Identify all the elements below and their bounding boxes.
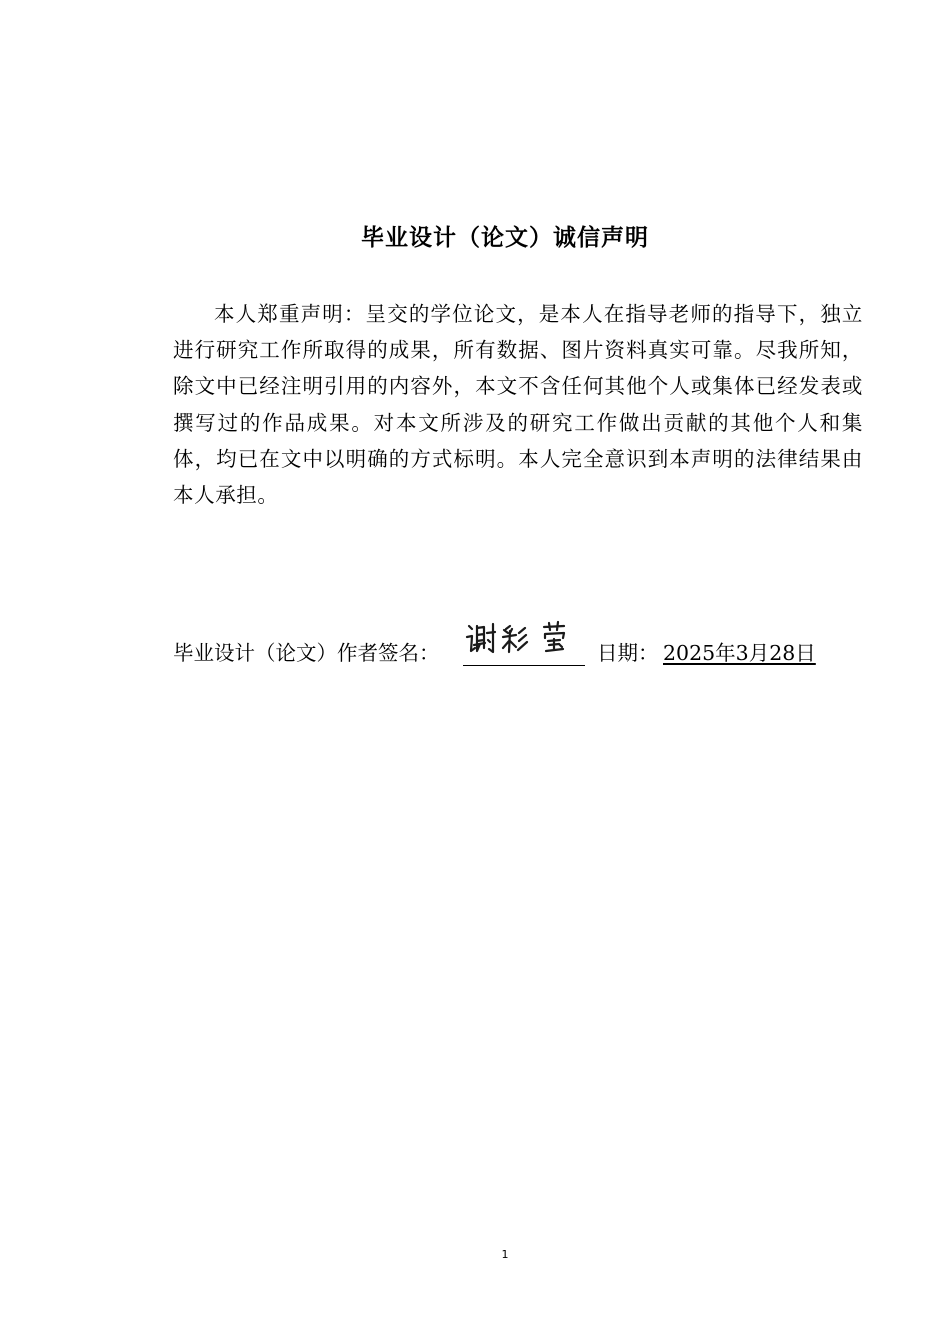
signature-row xyxy=(173,618,873,678)
date-value: 2025年3月28日 xyxy=(663,641,816,665)
handwritten-signature xyxy=(463,618,585,666)
page-title: 毕业设计（论文）诚信声明 xyxy=(361,225,649,251)
declaration-paragraph: 本人郑重声明：呈交的学位论文，是本人在指导老师的指导下，独立进行研究工作所取得的成果，所有数据、图片资料真实可靠。尽我所知，除文中已经注明引用的内容外，本文不含任何其他个人或集体已经发表或撰写过的作品成果。对本文所涉及的研究工作做出贡献的其他个人和集体，均已在文中以明确的方式标明。本人完全意识到本声明的法律结果由本人承担。 xyxy=(173,302,863,508)
signature-label: 毕业设计（论文）作者签名： xyxy=(173,641,440,665)
page-number: 1 xyxy=(501,1248,509,1261)
date-label: 日期： xyxy=(597,641,659,665)
